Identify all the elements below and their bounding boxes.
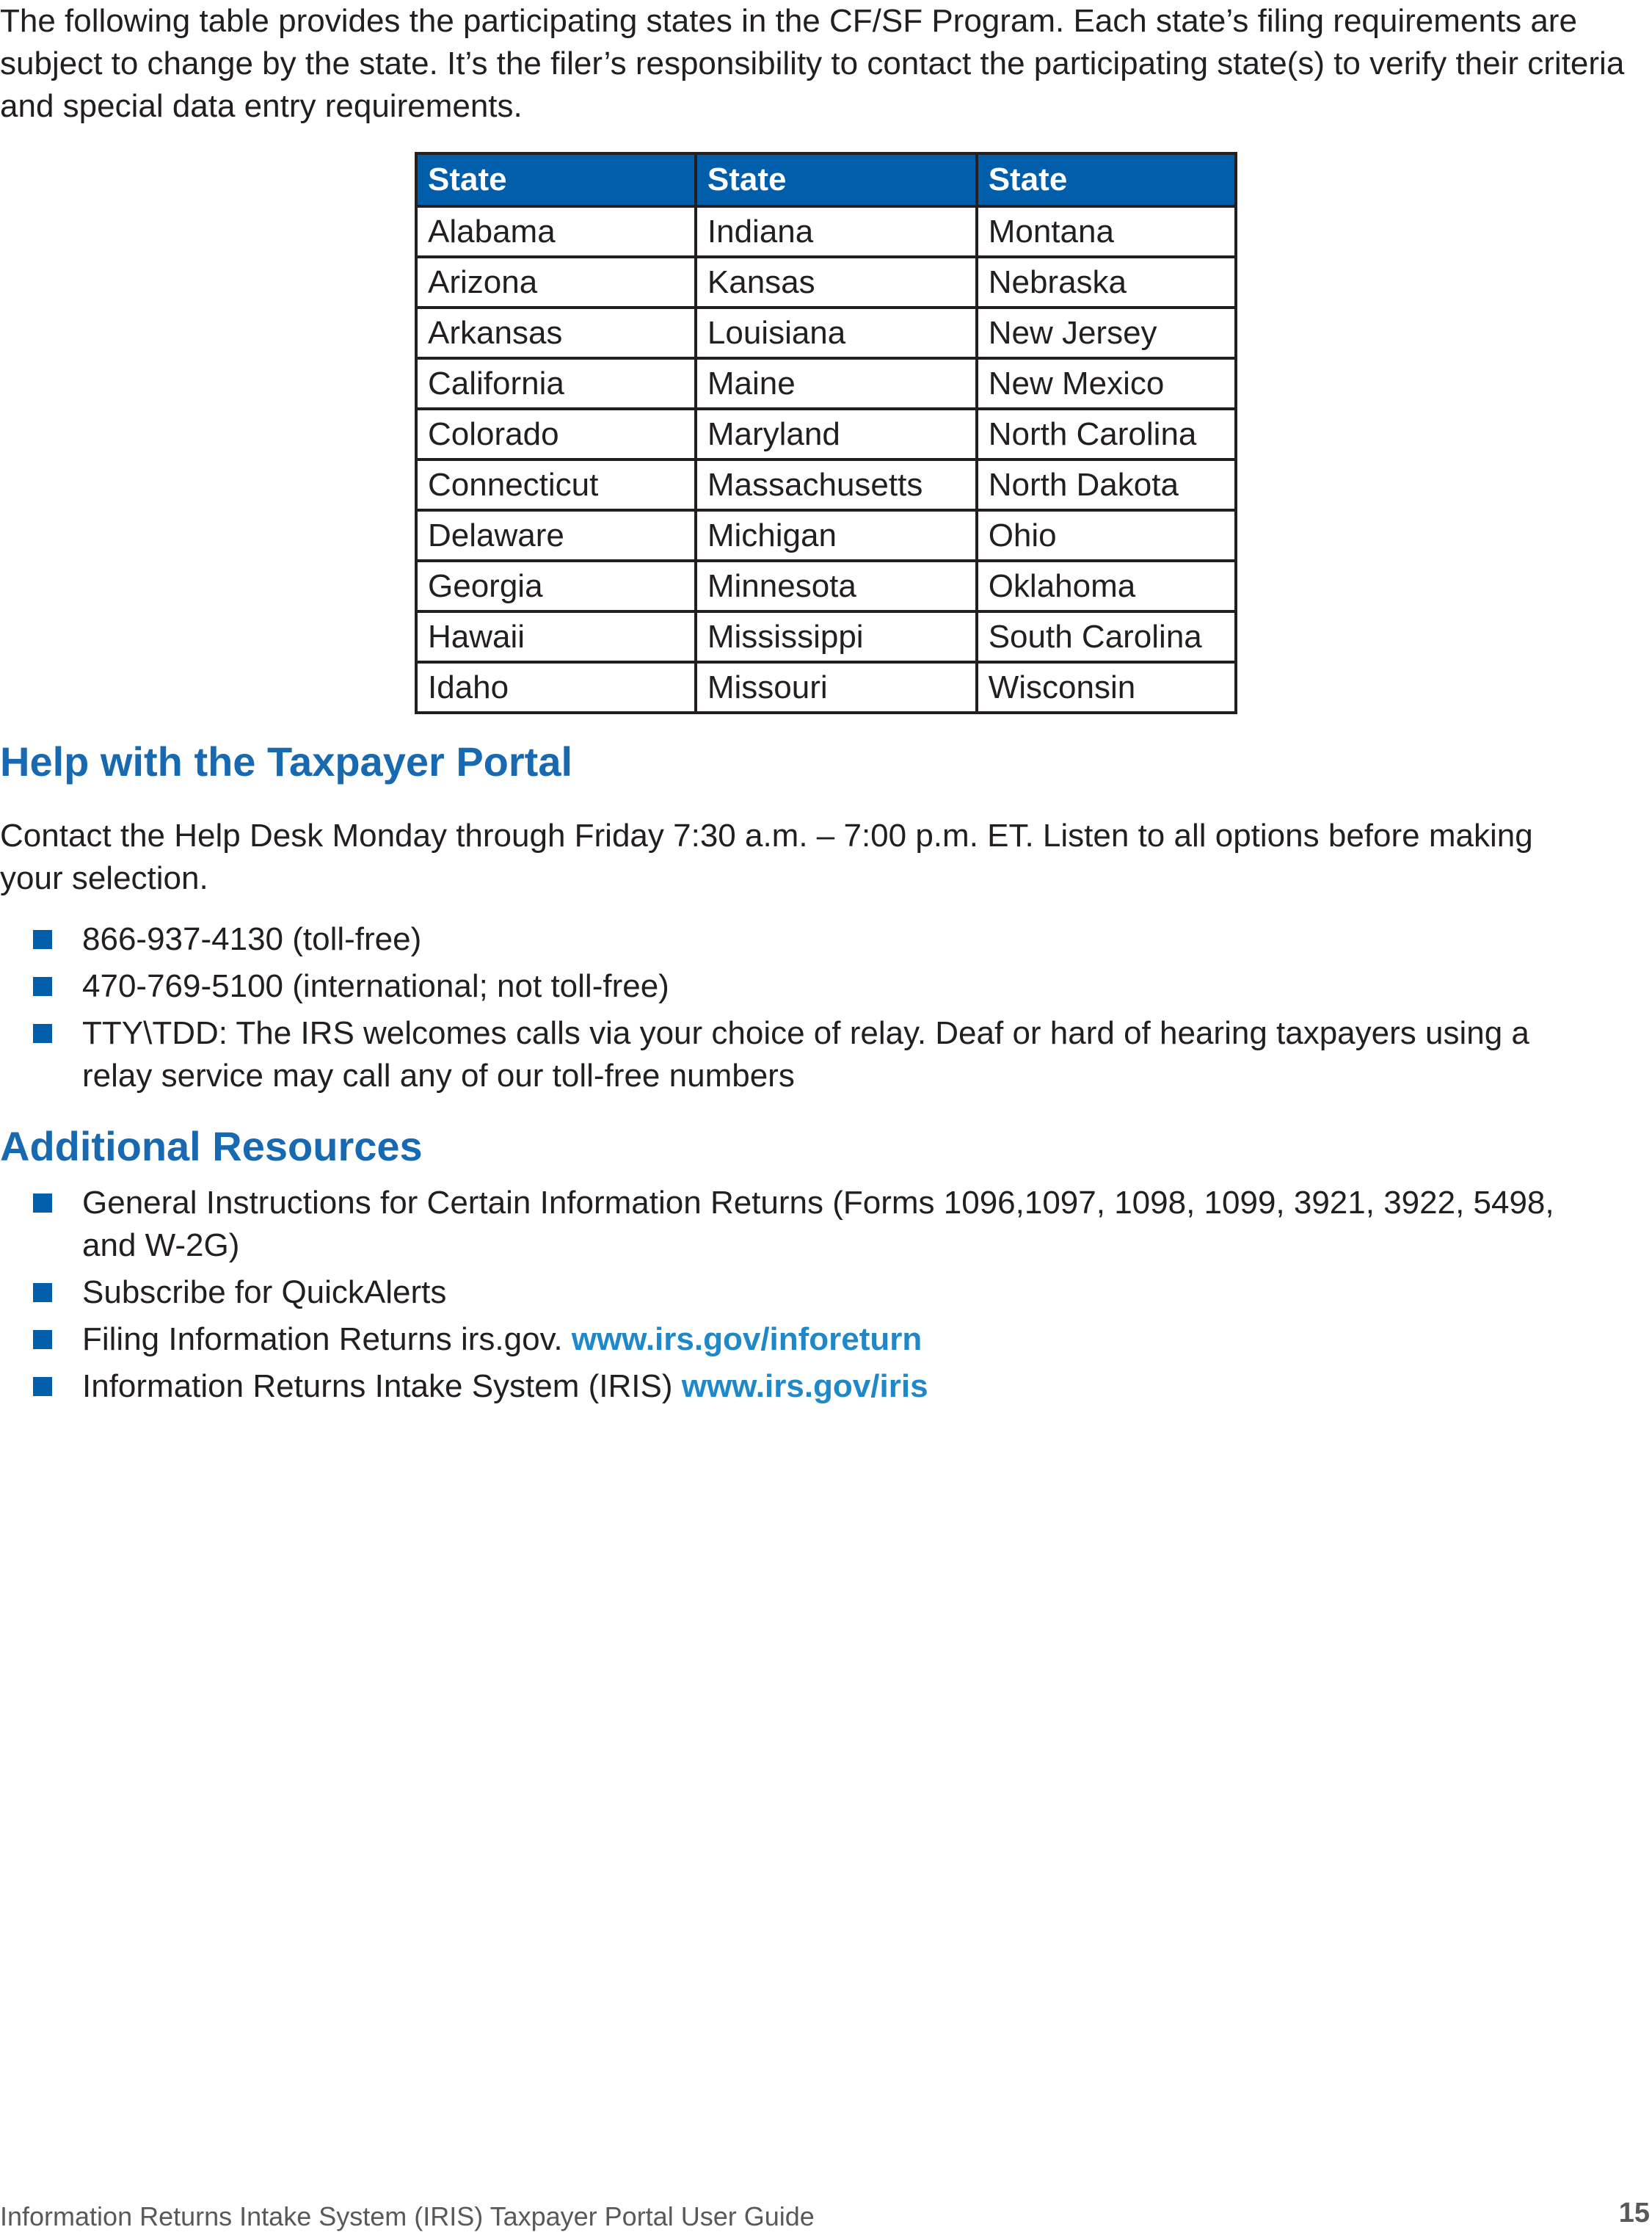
list-item	[0, 965, 1587, 1008]
table-row	[416, 510, 1236, 561]
square-bullet-icon	[33, 1377, 52, 1396]
table-cell: Alabama	[416, 206, 696, 257]
resource-text: Information Returns Intake System (IRIS)	[82, 1368, 682, 1404]
table-row	[416, 308, 1236, 358]
resource-text: General Instructions for Certain Information Returns (Forms 1096,1097, 1098, 1099, 3921, 3922, 5498, and W-2G)	[82, 1185, 1554, 1263]
table-row	[416, 662, 1236, 713]
list-item	[0, 1365, 1587, 1408]
table-cell: Michigan	[696, 510, 977, 561]
table-cell: Kansas	[696, 257, 977, 308]
table-cell: Connecticut	[416, 459, 696, 510]
list-item	[0, 1271, 1587, 1314]
table-cell: Indiana	[696, 206, 977, 257]
table-cell: Minnesota	[696, 561, 977, 611]
table-cell: North Carolina	[977, 409, 1236, 459]
column-header: State	[416, 153, 696, 206]
table-cell: Missouri	[696, 662, 977, 713]
square-bullet-icon	[33, 1330, 52, 1349]
table-cell: Delaware	[416, 510, 696, 561]
table-cell: Arkansas	[416, 308, 696, 358]
table-cell: Mississippi	[696, 611, 977, 662]
table-row	[416, 561, 1236, 611]
table-cell: Idaho	[416, 662, 696, 713]
tty-tdd-info: TTY\TDD: The IRS welcomes calls via your choice of relay. Deaf or hard of hearing taxpayers using a relay service may call any of our toll-free numbers	[82, 1015, 1529, 1094]
resource-text: Subscribe for QuickAlerts	[82, 1274, 447, 1310]
table-row	[416, 409, 1236, 459]
table-cell: Ohio	[977, 510, 1236, 561]
list-item	[0, 1012, 1587, 1097]
column-header: State	[696, 153, 977, 206]
resource-text: Filing Information Returns irs.gov.	[82, 1321, 572, 1357]
table-row	[416, 611, 1236, 662]
table-cell: California	[416, 358, 696, 409]
resources-heading: Additional Resources	[0, 1123, 423, 1169]
help-contact-list	[0, 918, 1651, 1097]
list-item	[0, 1182, 1587, 1267]
table-cell: Louisiana	[696, 308, 977, 358]
table-cell: Maryland	[696, 409, 977, 459]
table-cell: Wisconsin	[977, 662, 1236, 713]
table-cell: South Carolina	[977, 611, 1236, 662]
square-bullet-icon	[33, 1024, 52, 1043]
table-cell: Georgia	[416, 561, 696, 611]
table-cell: Nebraska	[977, 257, 1236, 308]
resources-list	[0, 1182, 1651, 1408]
square-bullet-icon	[33, 1194, 52, 1213]
table-header-row	[416, 153, 1236, 206]
table-row	[416, 358, 1236, 409]
table-cell: Maine	[696, 358, 977, 409]
table-cell: Montana	[977, 206, 1236, 257]
table-cell: North Dakota	[977, 459, 1236, 510]
help-heading: Help with the Taxpayer Portal	[0, 738, 573, 785]
table-cell: New Jersey	[977, 308, 1236, 358]
table-row	[416, 257, 1236, 308]
table-cell: Hawaii	[416, 611, 696, 662]
iris-link[interactable]: www.irs.gov/iris	[681, 1368, 928, 1404]
intro-paragraph: The following table provides the participating states in the CF/SF Program. Each state’s filing requirements are subject to change by the state. It’s the filer’s responsibility to contact the participating state(s) to verify their criteria and special data entry requirements.	[0, 3, 1625, 124]
square-bullet-icon	[33, 1283, 52, 1302]
square-bullet-icon	[33, 930, 52, 949]
table-cell: New Mexico	[977, 358, 1236, 409]
inforeturn-link[interactable]: www.irs.gov/inforeturn	[571, 1321, 923, 1357]
table-cell: Massachusetts	[696, 459, 977, 510]
phone-toll-free: 866-937-4130 (toll-free)	[82, 921, 422, 957]
table-cell: Arizona	[416, 257, 696, 308]
help-paragraph: Contact the Help Desk Monday through Friday 7:30 a.m. – 7:00 p.m. ET. Listen to all options before making your selection.	[0, 818, 1533, 896]
phone-international: 470-769-5100 (international; not toll-free)	[82, 968, 669, 1004]
list-item	[0, 1318, 1587, 1361]
table-cell: Colorado	[416, 409, 696, 459]
table-row	[416, 459, 1236, 510]
participating-states-table	[415, 152, 1237, 714]
footer-title: Information Returns Intake System (IRIS) Taxpayer Portal User Guide	[0, 2201, 815, 2231]
page-number: 15	[1618, 2198, 1650, 2228]
table-cell: Oklahoma	[977, 561, 1236, 611]
square-bullet-icon	[33, 977, 52, 996]
table-row	[416, 206, 1236, 257]
list-item	[0, 918, 1587, 961]
column-header: State	[977, 153, 1236, 206]
